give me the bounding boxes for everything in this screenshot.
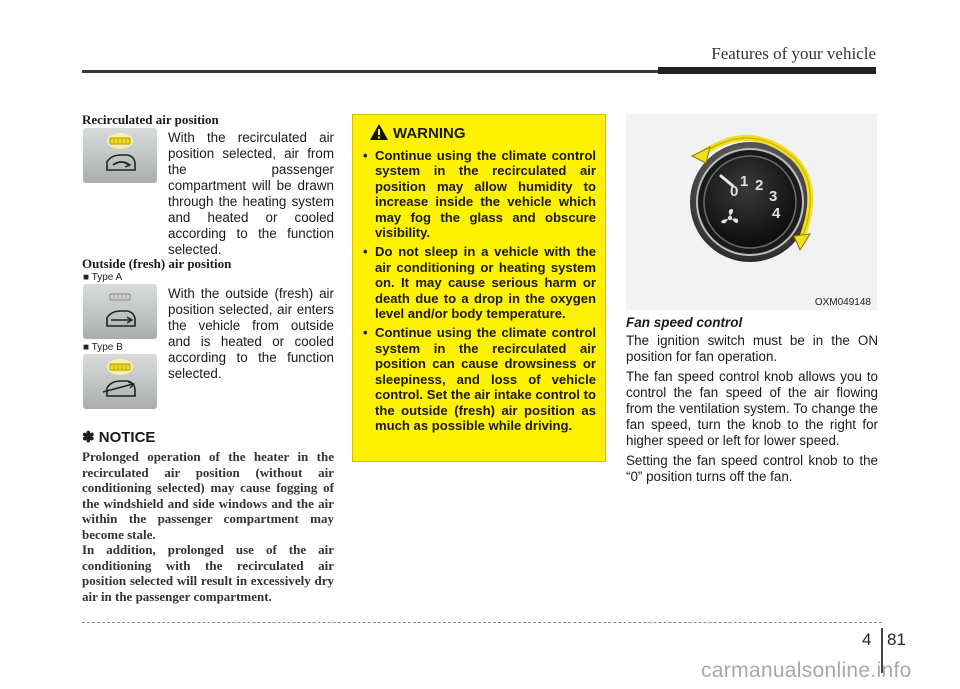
recirculated-button-illustration <box>83 128 157 183</box>
fan-paragraph-3: Setting the fan speed control knob to the “0” position turns off the fan. <box>626 453 878 484</box>
notice-paragraph-2: In addition, prolonged use of the air conditioning with the recirculated air position selected will result in excessively dry air in the passenger compartment. <box>82 542 334 604</box>
notice-body <box>82 449 334 604</box>
page-number: 81 <box>887 630 906 649</box>
notice-heading: ✽ NOTICE <box>82 429 156 446</box>
outside-air-icon <box>83 354 157 409</box>
notice-paragraph-1: Prolonged operation of the heater in the recirculated air position (without air conditioning selected) may cause fogging of the windshield and side windows and the air within the passenger compartment may become stale. <box>82 449 334 542</box>
warning-item: • Continue using the climate control system in the recirculated air position can cause drowsiness or sleepiness, and loss of vehicle control. Set the air intake control to the outside (fresh) air position as much as possible while driving. <box>359 325 596 433</box>
warning-title: WARNING <box>393 125 466 142</box>
warning-box <box>352 114 606 462</box>
knob-number: 4 <box>772 205 781 222</box>
figure-code: OXM049148 <box>814 297 871 308</box>
type-a-label: ■ Type A <box>83 272 123 283</box>
fan-knob-figure <box>626 114 877 310</box>
type-b-label: ■ Type B <box>83 342 123 353</box>
outside-air-icon <box>83 284 157 339</box>
knob-number: 0 <box>730 183 739 200</box>
fan-speed-body <box>626 333 878 485</box>
warning-item: • Continue using the climate control system in the recirculated air position may allow humidity to increase inside the vehicle which may fog the glass and obscure visibility. <box>359 148 596 240</box>
watermark: carmanualsonline.info <box>701 659 912 682</box>
chapter-number: 4 <box>862 630 872 649</box>
fan-paragraph-2: The fan speed control knob allows you to control the fan speed of the air flowing from the ventilation system. To change the fan speed, turn the knob to the right for higher speed or left for lower speed. <box>626 369 878 448</box>
recirculated-heading: Recirculated air position <box>82 112 219 127</box>
recirculated-description: With the recirculated air position selected, air from the passenger compartment will be drawn through the heating system and heated or cooled according to the function selected. <box>168 130 334 257</box>
type-b-button-illustration <box>83 354 157 409</box>
recirculate-icon <box>83 128 157 183</box>
knob-number: 3 <box>769 188 778 205</box>
knob-number: 1 <box>740 173 749 190</box>
page-header-title: Features of your vehicle <box>711 44 876 63</box>
fan-speed-heading: Fan speed control <box>626 315 743 330</box>
warning-item: • Do not sleep in a vehicle with the air conditioning or heating system on. It may cause serious harm or death due to a drop in the oxygen level and/or body temperature. <box>359 244 596 321</box>
outside-air-description: With the outside (fresh) air position selected, air enters the vehicle from outside and is heated or cooled according to the function selected. <box>168 286 334 381</box>
fan-speed-knob-illustration <box>626 114 877 310</box>
fan-paragraph-1: The ignition switch must be in the ON position for fan operation. <box>626 333 878 364</box>
outside-air-heading: Outside (fresh) air position <box>82 256 232 271</box>
warning-triangle-icon <box>369 123 389 141</box>
header-rule <box>82 70 660 73</box>
type-a-button-illustration <box>83 284 157 339</box>
knob-number: 2 <box>755 177 764 194</box>
footer-rule <box>82 622 882 623</box>
header-rule-accent <box>658 67 876 74</box>
